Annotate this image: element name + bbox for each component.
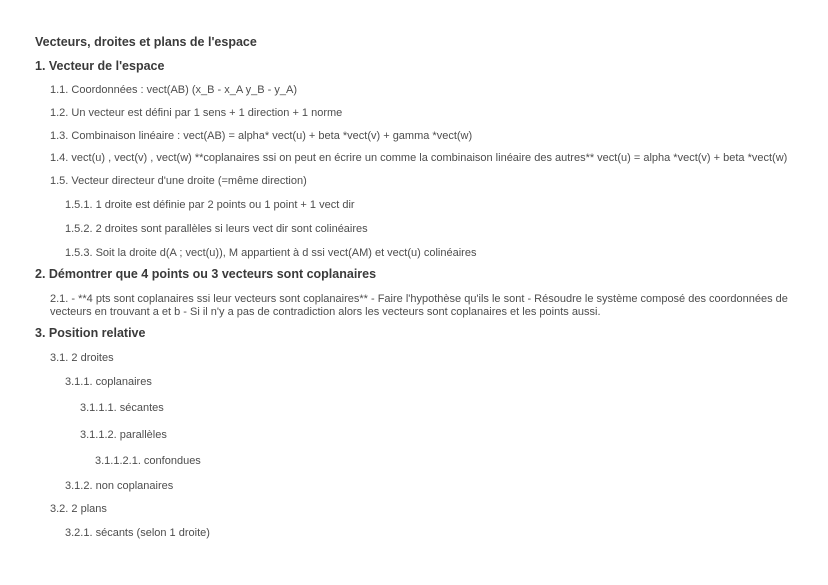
list-item-1-3: 1.3. Combinaison linéaire : vect(AB) = alpha* vect(u) + beta *vect(v) + gamma *vect(w) xyxy=(50,130,473,142)
list-item-1-5-3: 1.5.3. Soit la droite d(A ; vect(u)), M appartient à d ssi vect(AM) et vect(u) colinéaires xyxy=(65,247,477,259)
list-item-3-2: 3.2. 2 plans xyxy=(50,503,107,515)
section-heading-2: 2. Démontrer que 4 points ou 3 vecteurs sont coplanaires xyxy=(35,267,377,281)
section-heading-3: 3. Position relative xyxy=(35,326,146,340)
section-heading-1: 1. Vecteur de l'espace xyxy=(35,59,165,73)
list-item-3-1-1-1: 3.1.1.1. sécantes xyxy=(80,402,164,414)
list-item-3-1-1-2-1: 3.1.1.2.1. confondues xyxy=(95,455,201,467)
list-item-1-5: 1.5. Vecteur directeur d'une droite (=même direction) xyxy=(50,175,307,187)
list-item-3-1-1: 3.1.1. coplanaires xyxy=(65,376,152,388)
list-item-1-5-1: 1.5.1. 1 droite est définie par 2 points ou 1 point + 1 vect dir xyxy=(65,199,355,211)
document-title: Vecteurs, droites et plans de l'espace xyxy=(35,35,257,49)
list-item-1-1: 1.1. Coordonnées : vect(AB) (x_B - x_A y_B - y_A) xyxy=(50,84,297,96)
list-item-1-4: 1.4. vect(u) , vect(v) , vect(w) **coplanaires ssi on peut en écrire un comme la combinaison linéaire des autres** vect(u) = alpha *vect(v) + beta *vect(w) xyxy=(50,152,788,164)
list-item-3-1-2: 3.1.2. non coplanaires xyxy=(65,480,174,492)
list-item-3-2-1: 3.2.1. sécants (selon 1 droite) xyxy=(65,527,210,539)
list-item-2-1: 2.1. - **4 pts sont coplanaires ssi leur vecteurs sont coplanaires** - Faire l'hypothèse qu'ils le sont - Résoudre le système composé des coordonnées de vecteurs en trouvant a et b - Si il n'y a pas de contradiction alors les vecteurs sont coplanaires et les points aussi. xyxy=(50,293,788,318)
list-item-3-1-1-2: 3.1.1.2. parallèles xyxy=(80,429,167,441)
list-item-1-2: 1.2. Un vecteur est défini par 1 sens + 1 direction + 1 norme xyxy=(50,107,343,119)
list-item-1-5-2: 1.5.2. 2 droites sont parallèles si leurs vect dir sont colinéaires xyxy=(65,223,368,235)
list-item-3-1: 3.1. 2 droites xyxy=(50,352,114,364)
